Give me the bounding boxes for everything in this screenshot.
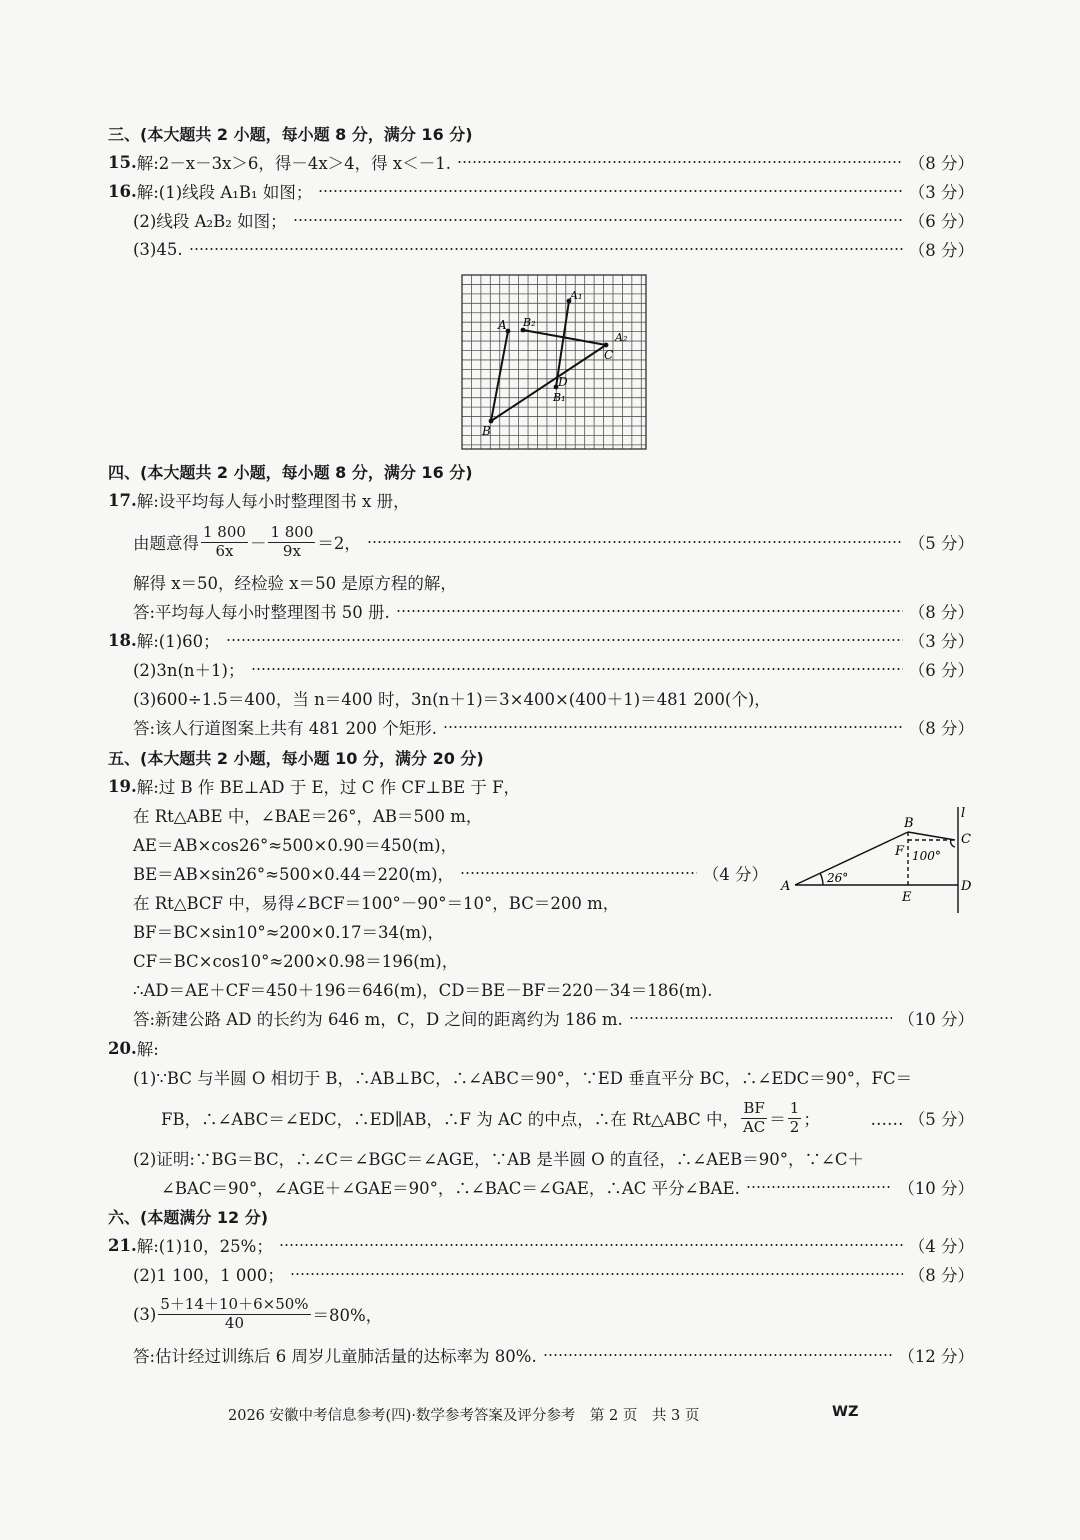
section-4-heading: 四、(本大题共 2 小题，每小题 8 分，满分 16 分) <box>108 462 473 482</box>
q21-line-2: (2)1 100，1 000； （8 分） <box>133 1266 974 1285</box>
q20-line-0: 20. 解: <box>108 1038 159 1059</box>
leader-dots <box>629 1017 892 1019</box>
q19-line-9: 答:新建公路 AD 的长约为 646 m，C，D 之间的距离约为 186 m. （10 分） <box>133 1010 974 1029</box>
leader-dots <box>290 1273 903 1275</box>
q17-line-3: 解得 x＝50，经检验 x＝50 是原方程的解， <box>133 574 457 593</box>
q16-grid-figure <box>460 273 648 451</box>
q19-road-figure <box>775 803 975 915</box>
leader-dots <box>226 639 903 641</box>
q17-line-4: 答:平均每人每小时整理图书 50 册. （8 分） <box>133 603 974 622</box>
fig-angle-26: 26° <box>827 871 849 885</box>
q19-line-6: BF＝BC×sin10°≈200×0.17＝34(m)， <box>133 923 444 942</box>
leader-dots <box>189 248 903 250</box>
leader-dots <box>279 1244 903 1246</box>
footer-code: WZ <box>832 1404 859 1420</box>
section-6-heading: 六、(本题满分 12 分) <box>108 1207 269 1227</box>
q19-line-7: CF＝BC×cos10°≈200×0.98＝196(m)， <box>133 952 459 971</box>
q19-line-4: BE＝AB×sin26°≈500×0.44＝220(m)， （4 分） <box>133 865 768 884</box>
q21-line-4: 答:估计经过训练后 6 周岁儿童肺活量的达标率为 80%. （12 分） <box>133 1347 974 1366</box>
section-5-heading: 五、(本大题共 2 小题，每小题 10 分，满分 20 分) <box>108 748 484 768</box>
leader-dots <box>746 1186 892 1188</box>
q18-line-2: (2)3n(n＋1)； （6 分） <box>133 661 974 680</box>
grid-label-a2: A₂ <box>615 331 628 344</box>
q20-line-2: FB，∴∠ABC＝∠EDC，∴ED∥AB，∴F 为 AC 的中点，∴在 Rt△ABC 中， $\frac{BF}{AC}$ ＝ $\frac{1}{2}$ ； …… （5 分） <box>161 1099 974 1136</box>
q15-line: 15. 解:2－x－3x＞6，得－4x＞4，得 x＜－1. （8 分） <box>108 152 974 173</box>
fraction-1800-over-9x: $\frac{1 800}{9x}$ <box>270 523 314 560</box>
grid-label-d: D <box>558 375 568 389</box>
q19-line-1: 19. 解:过 B 作 BE⊥AD 于 E，过 C 作 CF⊥BE 于 F， <box>108 776 521 797</box>
fig-label-b: B <box>904 816 914 831</box>
q16-line-3: (3)45. （8 分） <box>133 239 974 260</box>
q20-line-1: (1)∵BC 与半圆 O 相切于 B，∴AB⊥BC，∴∠ABC＝90°，∵ED 垂直平分 BC，∴∠EDC＝90°，FC＝ <box>133 1069 913 1088</box>
q18-line-4: 答:该人行道图案上共有 481 200 个矩形. （8 分） <box>133 719 974 738</box>
q20-line-3: (2)证明:∵BG＝BC，∴∠C＝∠BGC＝∠AGE，∵AB 是半圆 O 的直径，∴∠AEB＝90°，∵∠C＋ <box>133 1150 864 1169</box>
fig-label-l: l <box>961 806 966 821</box>
grid-label-a: A <box>498 318 507 332</box>
q18-line-1: 18. 解:(1)60； （3 分） <box>108 630 974 651</box>
fraction-one-half: $\frac{1}{2}$ <box>789 1099 800 1136</box>
q19-line-3: AE＝AB×cos26°≈500×0.90＝450(m)， <box>133 836 458 855</box>
q17-line-2: 由题意得 $\frac{1 800}{6x}$ － $\frac{1 800}{9x}$ ＝2， （5 分） <box>133 523 974 560</box>
q19-line-2: 在 Rt△ABE 中，∠BAE＝26°，AB＝500 m， <box>133 807 483 826</box>
leader-dots <box>443 726 903 728</box>
grid-label-c: C <box>604 348 614 362</box>
grid-label-b1: B₁ <box>553 391 566 404</box>
leader-dots <box>396 610 903 612</box>
fig-label-e: E <box>902 890 912 905</box>
fig-label-c: C <box>961 832 971 847</box>
leader-dots <box>318 190 902 192</box>
fig-label-f: F <box>895 844 905 859</box>
leader-dots <box>367 541 903 543</box>
leader-dots <box>543 1354 893 1356</box>
fraction-bf-over-ac: $\frac{BF}{AC}$ <box>742 1099 766 1136</box>
leader-dots <box>251 668 903 670</box>
q20-line-4: ∠BAC＝90°，∠AGE＋∠GAE＝90°，∴∠BAC＝∠GAE，∴AC 平分∠BAE. （10 分） <box>161 1179 974 1198</box>
fig-label-a: A <box>781 879 791 894</box>
grid-label-a1: A₁ <box>570 289 583 302</box>
fig-angle-100: 100° <box>912 849 941 863</box>
q17-line-1: 17. 解:设平均每人每小时整理图书 x 册， <box>108 490 410 511</box>
fraction-1800-over-6x: $\frac{1 800}{6x}$ <box>203 523 246 560</box>
q16-line-1: 16. 解:(1)线段 A₁B₁ 如图； （3 分） <box>108 181 974 202</box>
q16-line-2: (2)线段 A₂B₂ 如图； （6 分） <box>133 212 974 231</box>
fig-label-d: D <box>961 879 972 894</box>
grid-label-b2: B₂ <box>523 316 536 329</box>
section-3-heading: 三、(本大题共 2 小题，每小题 8 分，满分 16 分) <box>108 124 473 144</box>
leader-dots <box>457 161 903 163</box>
footer-text: 2026 安徽中考信息参考(四)·数学参考答案及评分参考 第 2 页 共 3 页 <box>228 1408 700 1424</box>
grid-label-b: B <box>482 424 491 438</box>
q21-line-1: 21. 解:(1)10，25%； （4 分） <box>108 1235 974 1256</box>
q21-line-3: (3) $\frac{5+14+10+6\times 50\%}{40}$ ＝80%， <box>133 1295 383 1332</box>
q18-line-3: (3)600÷1.5＝400，当 n＝400 时，3n(n＋1)＝3×400×(400＋1)＝481 200(个)， <box>133 690 771 709</box>
q19-line-8: ∴AD＝AE＋CF＝450＋196＝646(m)，CD＝BE－BF＝220－34＝186(m). <box>133 981 713 1000</box>
leader-dots <box>293 219 903 221</box>
fraction-rate: $\frac{5+14+10+6\times 50\%}{40}$ <box>160 1295 309 1332</box>
q19-line-5: 在 Rt△BCF 中，易得∠BCF＝100°－90°＝10°，BC＝200 m， <box>133 894 620 913</box>
leader-dots <box>460 872 697 874</box>
